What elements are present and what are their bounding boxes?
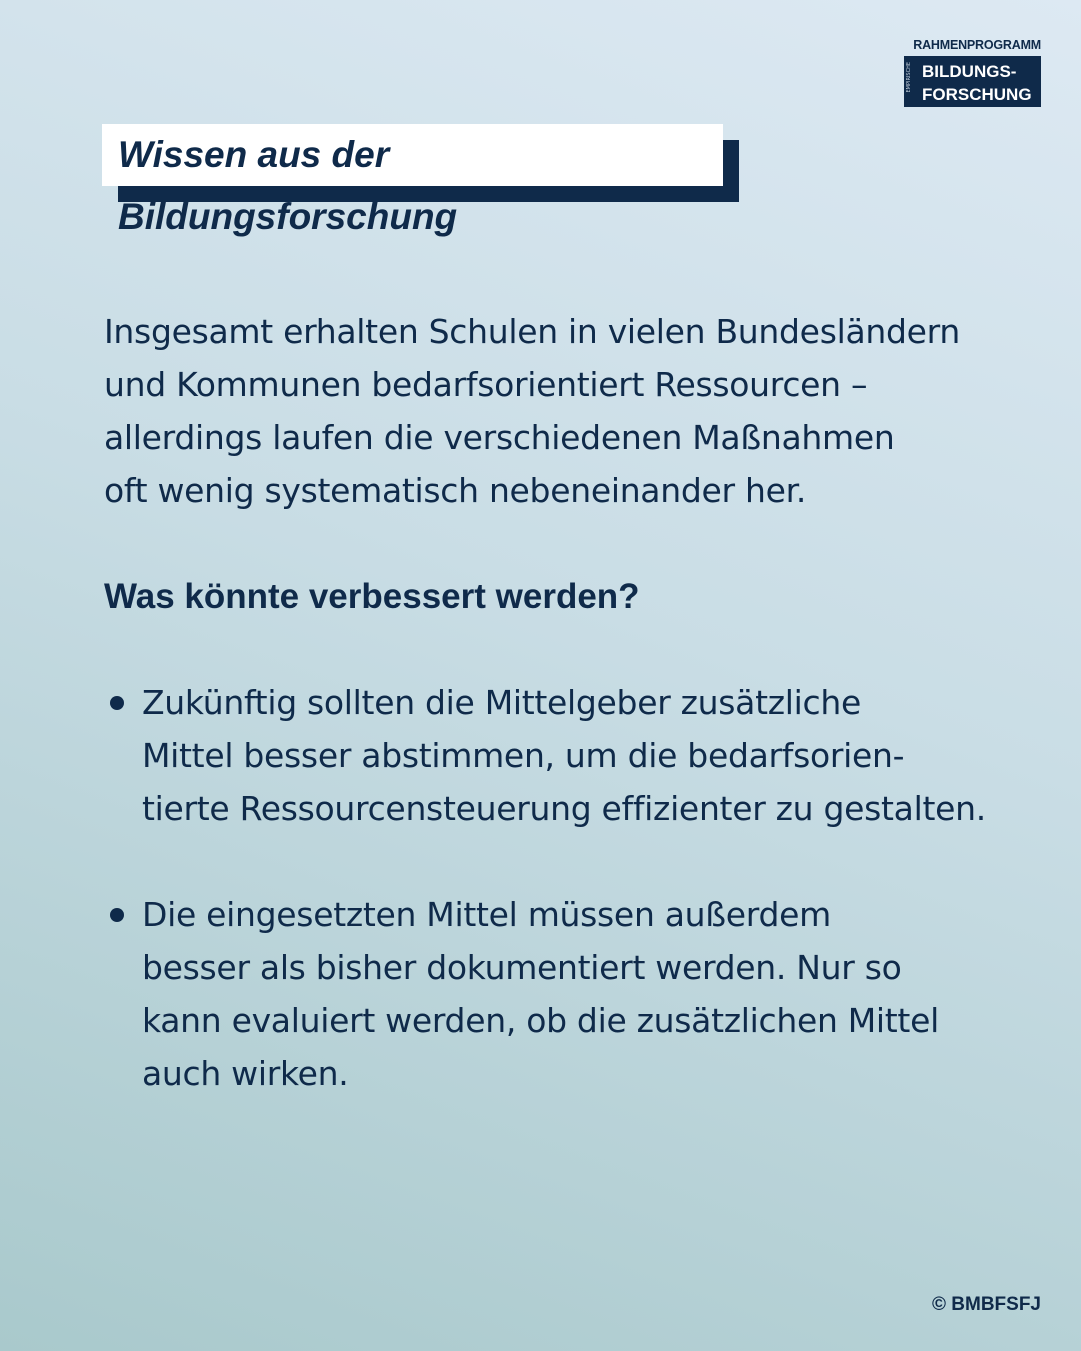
intro-line: allerdings laufen die verschiedenen Maßnahmen [104,418,895,457]
bullet-line: Zukünftig sollten die Mittelgeber zusätzliche [142,683,861,722]
intro-line: und Kommunen bedarfsorientiert Ressourcen – [104,365,868,404]
intro-line: oft wenig systematisch nebeneinander her. [104,471,807,510]
question-heading: Was könnte verbessert werden? [104,577,640,616]
intro-paragraph [104,305,960,517]
logo-line-1: BILDUNGS- [922,62,1017,81]
bullet-item [142,888,939,1100]
bullet-dot-icon [110,696,124,710]
copyright: © BMBFSFJ [932,1294,1041,1315]
title-banner [102,124,723,237]
logo-side-text: EMPIRISCHE [906,62,912,93]
page-title: Wissen aus der Bildungsforschung [118,134,458,237]
bullet-dot-icon [110,908,124,922]
bullet-line: besser als bisher dokumentiert werden. Nur so [142,948,902,987]
logo-top-text: RAHMENPROGRAMM [913,38,1041,52]
program-logo [904,38,1041,107]
bullet-line: kann evaluiert werden, ob die zusätzlichen Mittel [142,1001,939,1040]
bullet-item [142,676,986,835]
logo-line-2: FORSCHUNG [922,85,1032,104]
bullet-line: Die eingesetzten Mittel müssen außerdem [142,895,831,934]
bullet-line: tierte Ressourcensteuerung effizienter zu gestalten. [142,789,986,828]
logo-box [904,56,1041,107]
intro-line: Insgesamt erhalten Schulen in vielen Bundesländern [104,312,960,351]
bullet-line: auch wirken. [142,1054,349,1093]
bullet-line: Mittel besser abstimmen, um die bedarfsorien- [142,736,905,775]
